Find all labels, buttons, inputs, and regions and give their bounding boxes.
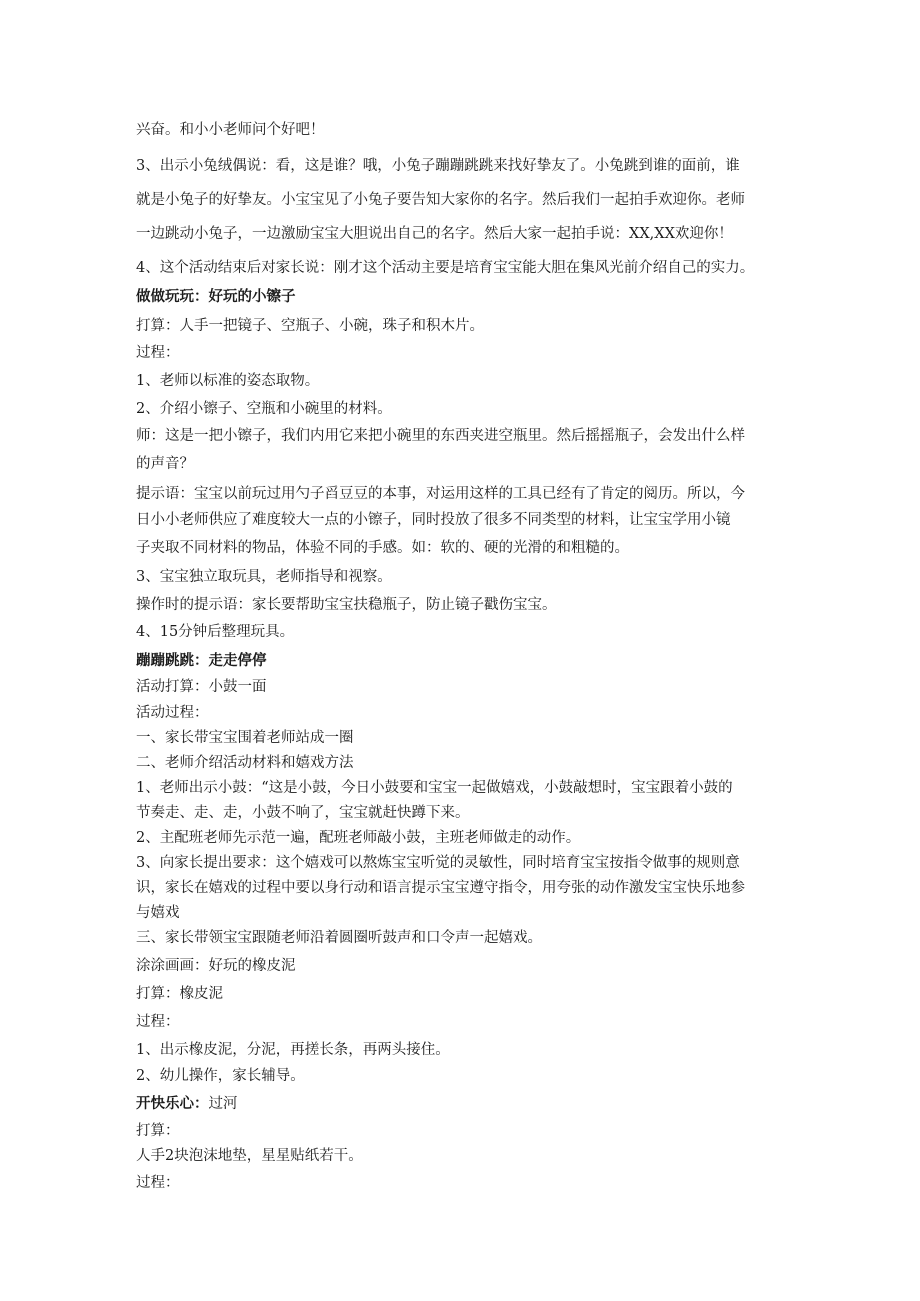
text-line: 人手2块泡沫地垫，星星贴纸若干。 bbox=[136, 1148, 363, 1164]
text-line: 节奏走、走、走，小鼓不响了，宝宝就赶快蹲下来。 bbox=[136, 805, 470, 821]
text-line: 兴奋。和小小老师问个好吧！ bbox=[136, 122, 325, 138]
text-line: 日小小老师供应了难度较大一点的小镲子，同时投放了很多不同类型的材料，让宝宝学用小镜 bbox=[136, 512, 731, 528]
text-line: 的声音？ bbox=[136, 456, 194, 472]
text-line: 1、出示橡皮泥，分泥，再搓长条，再两头接住。 bbox=[136, 1042, 450, 1058]
text-line: 与嬉戏 bbox=[136, 905, 180, 921]
section-heading bbox=[136, 1094, 796, 1114]
text-line: 师：这是一把小镲子，我们内用它来把小碗里的东西夹进空瓶里。然后摇摇瓶子，会发出什么样 bbox=[136, 428, 745, 444]
text-line: 2、介绍小镲子、空瓶和小碗里的材料。 bbox=[136, 401, 392, 417]
text-line: 3、向家长提出要求：这个嬉戏可以熬炼宝宝听觉的灵敏性，同时培育宝宝按指令做事的规则意 bbox=[136, 855, 740, 871]
text-line: 3、宝宝独立取玩具，老师指导和视察。 bbox=[136, 569, 392, 585]
text-line: 打算：橡皮泥 bbox=[136, 986, 223, 1002]
text-line: 3、出示小兔绒偶说：看，这是谁？哦，小兔子蹦蹦跳跳来找好挚友了。小兔跳到谁的面前，谁 bbox=[136, 158, 740, 174]
section-heading-topic: 过河 bbox=[208, 1096, 238, 1112]
text-line: 一边跳动小兔子，一边激励宝宝大胆说出自己的名字。然后大家一起拍手说：XX,XX欢迎你！ bbox=[136, 226, 733, 242]
text-line: 2、幼儿操作，家长辅导。 bbox=[136, 1068, 305, 1084]
text-line: 子夹取不同材料的物品，体验不同的手感。如：软的、硬的光滑的和粗糙的。 bbox=[136, 540, 629, 556]
text-line: 涂涂画画：好玩的橡皮泥 bbox=[136, 958, 296, 974]
text-line: 提示语：宝宝以前玩过用勺子舀豆豆的本事，对运用这样的工具已经有了肯定的阅历。所以，今 bbox=[136, 486, 745, 502]
text-line: 三、家长带领宝宝跟随老师沿着圆圈听鼓声和口令声一起嬉戏。 bbox=[136, 930, 542, 946]
section-heading-lead: 开快乐心： bbox=[136, 1096, 209, 1112]
text-line: 4、15分钟后整理玩具。 bbox=[136, 624, 295, 640]
text-line: 活动过程： bbox=[136, 705, 209, 721]
text-line: 打算： bbox=[136, 1123, 180, 1139]
text-line: 2、主配班老师先示范一遍，配班老师敲小鼓，主班老师做走的动作。 bbox=[136, 830, 581, 846]
text-line: 1、老师出示小鼓：“这是小鼓，今日小鼓要和宝宝一起做嬉戏，小鼓敲想时，宝宝跟着小鼓的 bbox=[136, 780, 733, 796]
text-line: 识，家长在嬉戏的过程中要以身行动和语言提示宝宝遵守指令，用夸张的动作激发宝宝快乐地参 bbox=[136, 880, 745, 896]
section-heading: 蹦蹦跳跳：走走停停 bbox=[136, 653, 267, 669]
text-line: 过程： bbox=[136, 1014, 180, 1030]
text-line: 过程： bbox=[136, 1175, 180, 1191]
section-heading: 做做玩玩：好玩的小镲子 bbox=[136, 289, 296, 305]
text-line: 打算：人手一把镜子、空瓶子、小碗，珠子和积木片。 bbox=[136, 318, 484, 334]
text-line: 1、老师以标准的姿态取物。 bbox=[136, 373, 320, 389]
text-line: 就是小兔子的好挚友。小宝宝见了小兔子要告知大家你的名字。然后我们一起拍手欢迎你。老师 bbox=[136, 192, 745, 208]
text-line: 活动打算：小鼓一面 bbox=[136, 679, 267, 695]
text-line: 一、家长带宝宝围着老师站成一圈 bbox=[136, 730, 354, 746]
text-line: 二、老师介绍活动材料和嬉戏方法 bbox=[136, 755, 354, 771]
text-line: 操作时的提示语：家长要帮助宝宝扶稳瓶子，防止镜子戳伤宝宝。 bbox=[136, 597, 557, 613]
text-line: 4、这个活动结束后对家长说：刚才这个活动主要是培育宝宝能大胆在集风光前介绍自己的实力。 bbox=[136, 260, 755, 276]
text-line: 过程： bbox=[136, 345, 180, 361]
